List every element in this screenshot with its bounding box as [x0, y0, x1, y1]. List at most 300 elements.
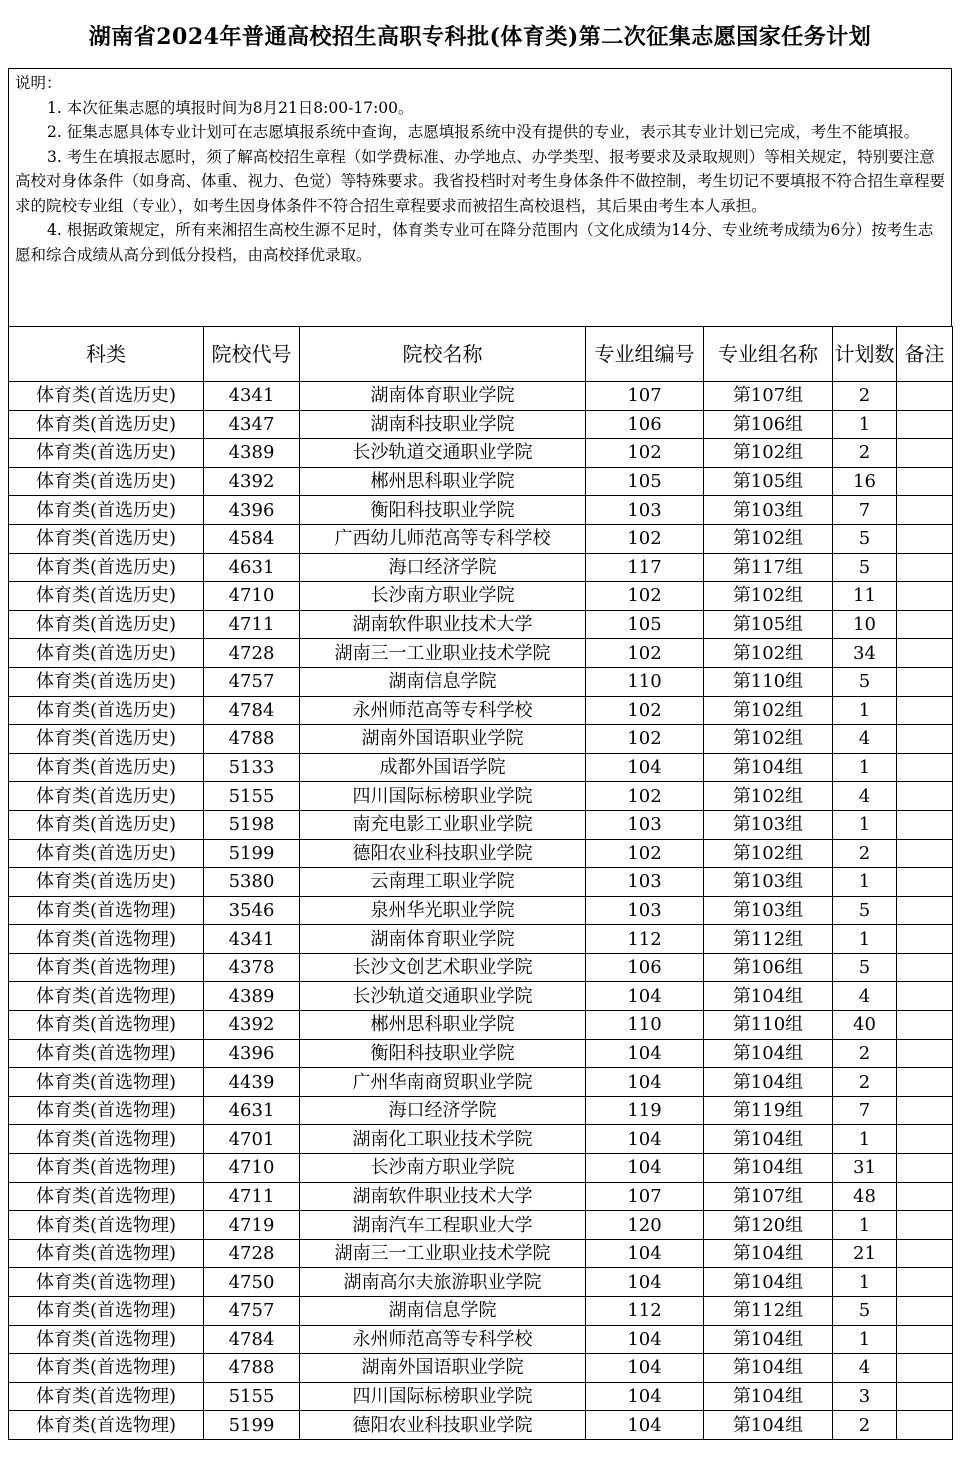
school-name-cell: 德阳农业科技职业学院	[300, 1411, 586, 1440]
group-code-cell: 107	[586, 382, 704, 411]
school-code-cell: 5198	[204, 810, 300, 839]
table-row	[9, 953, 953, 982]
school-code-cell: 4784	[204, 1325, 300, 1354]
group-code-cell: 104	[586, 1039, 704, 1068]
school-name-cell: 海口经济学院	[300, 553, 586, 582]
group-code-cell: 102	[586, 439, 704, 468]
group-name-cell: 第104组	[704, 1125, 833, 1154]
group-code-cell: 110	[586, 667, 704, 696]
header-cell: 专业组名称	[704, 327, 833, 382]
school-name-cell: 湖南外国语职业学院	[300, 725, 586, 754]
group-code-cell: 104	[586, 753, 704, 782]
group-code-cell: 110	[586, 1011, 704, 1040]
category-cell: 体育类(首选历史)	[9, 524, 204, 553]
group-name-cell: 第104组	[704, 1154, 833, 1183]
note-item: 1. 本次征集志愿的填报时间为8月21日8:00-17:00。	[47, 98, 414, 117]
group-code-cell: 102	[586, 839, 704, 868]
plan-count-cell: 1	[833, 696, 897, 725]
table-row	[9, 1068, 953, 1097]
school-code-cell: 4728	[204, 1239, 300, 1268]
group-name-cell: 第102组	[704, 582, 833, 611]
category-cell: 体育类(首选历史)	[9, 839, 204, 868]
group-code-cell: 104	[586, 1325, 704, 1354]
school-name-cell: 湖南科技职业学院	[300, 410, 586, 439]
table-row	[9, 1239, 953, 1268]
plan-count-cell: 3	[833, 1382, 897, 1411]
category-cell: 体育类(首选历史)	[9, 782, 204, 811]
category-cell: 体育类(首选物理)	[9, 1039, 204, 1068]
remark-cell	[897, 1096, 953, 1125]
table-row	[9, 667, 953, 696]
plan-count-cell: 7	[833, 496, 897, 525]
school-code-cell: 4757	[204, 667, 300, 696]
table-row	[9, 582, 953, 611]
school-code-cell: 4784	[204, 696, 300, 725]
remark-cell	[897, 1011, 953, 1040]
group-name-cell: 第105组	[704, 610, 833, 639]
group-code-cell: 106	[586, 953, 704, 982]
plan-count-cell: 11	[833, 582, 897, 611]
school-name-cell: 广州华南商贸职业学院	[300, 1068, 586, 1097]
category-cell: 体育类(首选历史)	[9, 725, 204, 754]
category-cell: 体育类(首选历史)	[9, 868, 204, 897]
school-name-cell: 湖南三一工业职业技术学院	[300, 639, 586, 668]
plan-count-cell: 4	[833, 782, 897, 811]
school-name-cell: 广西幼儿师范高等专科学校	[300, 524, 586, 553]
group-name-cell: 第102组	[704, 725, 833, 754]
table-body	[9, 382, 953, 1440]
school-code-cell: 4788	[204, 1354, 300, 1383]
group-name-cell: 第104组	[704, 753, 833, 782]
table-row	[9, 982, 953, 1011]
remark-cell	[897, 896, 953, 925]
remark-cell	[897, 753, 953, 782]
group-code-cell: 104	[586, 1239, 704, 1268]
category-cell: 体育类(首选物理)	[9, 1354, 204, 1383]
remark-cell	[897, 1325, 953, 1354]
category-cell: 体育类(首选历史)	[9, 496, 204, 525]
group-name-cell: 第105组	[704, 467, 833, 496]
category-cell: 体育类(首选物理)	[9, 1325, 204, 1354]
group-code-cell: 107	[586, 1182, 704, 1211]
header-cell: 备注	[897, 327, 953, 382]
group-name-cell: 第102组	[704, 439, 833, 468]
remark-cell	[897, 1125, 953, 1154]
notes-section	[8, 68, 952, 326]
table-row	[9, 553, 953, 582]
page-title: 湖南省2024年普通高校招生高职专科批(体育类)第二次征集志愿国家任务计划	[88, 24, 872, 50]
group-code-cell: 102	[586, 582, 704, 611]
group-code-cell: 104	[586, 1411, 704, 1440]
school-name-cell: 湖南高尔夫旅游职业学院	[300, 1268, 586, 1297]
group-name-cell: 第102组	[704, 639, 833, 668]
category-cell: 体育类(首选历史)	[9, 467, 204, 496]
remark-cell	[897, 610, 953, 639]
plan-count-cell: 1	[833, 410, 897, 439]
plan-count-cell: 1	[833, 810, 897, 839]
school-name-cell: 四川国际标榜职业学院	[300, 1382, 586, 1411]
school-code-cell: 4631	[204, 1096, 300, 1125]
header-cell: 院校名称	[300, 327, 586, 382]
table-row	[9, 1039, 953, 1068]
group-code-cell: 103	[586, 896, 704, 925]
category-cell: 体育类(首选物理)	[9, 1068, 204, 1097]
remark-cell	[897, 810, 953, 839]
group-code-cell: 103	[586, 496, 704, 525]
plan-table	[8, 326, 953, 1440]
plan-count-cell: 1	[833, 925, 897, 954]
group-name-cell: 第103组	[704, 810, 833, 839]
remark-cell	[897, 639, 953, 668]
group-code-cell: 102	[586, 524, 704, 553]
school-code-cell: 4347	[204, 410, 300, 439]
plan-count-cell: 4	[833, 982, 897, 1011]
plan-count-cell: 2	[833, 439, 897, 468]
school-name-cell: 南充电影工业职业学院	[300, 810, 586, 839]
school-code-cell: 5155	[204, 1382, 300, 1411]
school-code-cell: 3546	[204, 896, 300, 925]
table-row	[9, 639, 953, 668]
remark-cell	[897, 725, 953, 754]
school-code-cell: 4750	[204, 1268, 300, 1297]
remark-cell	[897, 410, 953, 439]
plan-count-cell: 21	[833, 1239, 897, 1268]
school-name-cell: 云南理工职业学院	[300, 868, 586, 897]
group-code-cell: 104	[586, 1125, 704, 1154]
group-code-cell: 103	[586, 810, 704, 839]
school-code-cell: 4341	[204, 382, 300, 411]
group-name-cell: 第119组	[704, 1096, 833, 1125]
table-row	[9, 1154, 953, 1183]
category-cell: 体育类(首选物理)	[9, 1297, 204, 1326]
group-name-cell: 第110组	[704, 1011, 833, 1040]
school-name-cell: 湖南体育职业学院	[300, 925, 586, 954]
school-code-cell: 4728	[204, 639, 300, 668]
category-cell: 体育类(首选物理)	[9, 925, 204, 954]
table-header-row	[9, 327, 953, 382]
school-name-cell: 湖南体育职业学院	[300, 382, 586, 411]
school-name-cell: 永州师范高等专科学校	[300, 696, 586, 725]
group-name-cell: 第104组	[704, 982, 833, 1011]
remark-cell	[897, 1297, 953, 1326]
group-code-cell: 105	[586, 610, 704, 639]
school-code-cell: 5199	[204, 839, 300, 868]
school-name-cell: 长沙南方职业学院	[300, 582, 586, 611]
group-name-cell: 第102组	[704, 696, 833, 725]
remark-cell	[897, 925, 953, 954]
remark-cell	[897, 1239, 953, 1268]
plan-count-cell: 4	[833, 725, 897, 754]
remark-cell	[897, 868, 953, 897]
table-row	[9, 925, 953, 954]
school-code-cell: 5199	[204, 1411, 300, 1440]
school-name-cell: 海口经济学院	[300, 1096, 586, 1125]
group-code-cell: 117	[586, 553, 704, 582]
notes-label: 说明：	[15, 74, 62, 92]
table-row	[9, 1325, 953, 1354]
school-name-cell: 永州师范高等专科学校	[300, 1325, 586, 1354]
category-cell: 体育类(首选物理)	[9, 953, 204, 982]
school-code-cell: 4396	[204, 1039, 300, 1068]
school-code-cell: 4701	[204, 1125, 300, 1154]
table-row	[9, 1182, 953, 1211]
plan-count-cell: 5	[833, 553, 897, 582]
remark-cell	[897, 1154, 953, 1183]
category-cell: 体育类(首选历史)	[9, 639, 204, 668]
group-name-cell: 第110组	[704, 667, 833, 696]
plan-count-cell: 16	[833, 467, 897, 496]
school-code-cell: 5380	[204, 868, 300, 897]
category-cell: 体育类(首选历史)	[9, 382, 204, 411]
school-code-cell: 4341	[204, 925, 300, 954]
table-row	[9, 1211, 953, 1240]
group-name-cell: 第104组	[704, 1354, 833, 1383]
category-cell: 体育类(首选物理)	[9, 1182, 204, 1211]
remark-cell	[897, 439, 953, 468]
category-cell: 体育类(首选物理)	[9, 1382, 204, 1411]
school-code-cell: 4378	[204, 953, 300, 982]
group-code-cell: 104	[586, 1354, 704, 1383]
header-cell: 院校代号	[204, 327, 300, 382]
table-row	[9, 1297, 953, 1326]
group-name-cell: 第102组	[704, 839, 833, 868]
group-code-cell: 104	[586, 982, 704, 1011]
plan-count-cell: 48	[833, 1182, 897, 1211]
group-name-cell: 第104组	[704, 1268, 833, 1297]
school-name-cell: 湖南外国语职业学院	[300, 1354, 586, 1383]
category-cell: 体育类(首选物理)	[9, 1154, 204, 1183]
group-code-cell: 102	[586, 782, 704, 811]
table-row	[9, 896, 953, 925]
plan-count-cell: 2	[833, 839, 897, 868]
school-code-cell: 4711	[204, 610, 300, 639]
note-item: 4. 根据政策规定，所有来湘招生高校生源不足时，体育类专业可在降分范围内（文化成绩为14分、专业统考成绩为6分）按考生志愿和综合成绩从高分到低分投档，由高校择优录取。	[15, 221, 934, 264]
school-name-cell: 衡阳科技职业学院	[300, 496, 586, 525]
table-row	[9, 1268, 953, 1297]
category-cell: 体育类(首选历史)	[9, 753, 204, 782]
header-cell: 专业组编号	[586, 327, 704, 382]
group-code-cell: 103	[586, 868, 704, 897]
plan-count-cell: 2	[833, 382, 897, 411]
remark-cell	[897, 496, 953, 525]
category-cell: 体育类(首选物理)	[9, 1211, 204, 1240]
plan-count-cell: 5	[833, 524, 897, 553]
category-cell: 体育类(首选物理)	[9, 982, 204, 1011]
plan-count-cell: 1	[833, 1325, 897, 1354]
category-cell: 体育类(首选物理)	[9, 896, 204, 925]
table-row	[9, 839, 953, 868]
table-row	[9, 410, 953, 439]
school-name-cell: 湖南软件职业技术大学	[300, 1182, 586, 1211]
group-name-cell: 第106组	[704, 953, 833, 982]
school-code-cell: 4389	[204, 439, 300, 468]
category-cell: 体育类(首选物理)	[9, 1411, 204, 1440]
school-code-cell: 4719	[204, 1211, 300, 1240]
group-name-cell: 第106组	[704, 410, 833, 439]
school-code-cell: 4788	[204, 725, 300, 754]
plan-count-cell: 34	[833, 639, 897, 668]
group-code-cell: 112	[586, 1297, 704, 1326]
group-name-cell: 第104组	[704, 1382, 833, 1411]
remark-cell	[897, 1211, 953, 1240]
table-row	[9, 1011, 953, 1040]
table-row	[9, 810, 953, 839]
school-code-cell: 4392	[204, 1011, 300, 1040]
table-row	[9, 753, 953, 782]
group-code-cell: 120	[586, 1211, 704, 1240]
school-name-cell: 长沙轨道交通职业学院	[300, 982, 586, 1011]
remark-cell	[897, 982, 953, 1011]
school-name-cell: 湖南信息学院	[300, 667, 586, 696]
group-name-cell: 第104组	[704, 1039, 833, 1068]
school-code-cell: 4710	[204, 1154, 300, 1183]
group-code-cell: 119	[586, 1096, 704, 1125]
remark-cell	[897, 524, 953, 553]
school-name-cell: 湖南化工职业技术学院	[300, 1125, 586, 1154]
group-name-cell: 第117组	[704, 553, 833, 582]
group-name-cell: 第120组	[704, 1211, 833, 1240]
school-code-cell: 4392	[204, 467, 300, 496]
school-code-cell: 4710	[204, 582, 300, 611]
school-name-cell: 德阳农业科技职业学院	[300, 839, 586, 868]
plan-count-cell: 5	[833, 1297, 897, 1326]
table-row	[9, 782, 953, 811]
school-code-cell: 5155	[204, 782, 300, 811]
category-cell: 体育类(首选物理)	[9, 1011, 204, 1040]
group-name-cell: 第104组	[704, 1325, 833, 1354]
plan-count-cell: 2	[833, 1039, 897, 1068]
plan-count-cell: 1	[833, 1211, 897, 1240]
school-code-cell: 4711	[204, 1182, 300, 1211]
group-code-cell: 104	[586, 1154, 704, 1183]
school-code-cell: 4757	[204, 1297, 300, 1326]
school-name-cell: 湖南信息学院	[300, 1297, 586, 1326]
school-name-cell: 长沙南方职业学院	[300, 1154, 586, 1183]
category-cell: 体育类(首选历史)	[9, 610, 204, 639]
school-name-cell: 四川国际标榜职业学院	[300, 782, 586, 811]
category-cell: 体育类(首选历史)	[9, 553, 204, 582]
remark-cell	[897, 1039, 953, 1068]
school-name-cell: 成都外国语学院	[300, 753, 586, 782]
plan-count-cell: 2	[833, 1068, 897, 1097]
table-row	[9, 382, 953, 411]
category-cell: 体育类(首选物理)	[9, 1239, 204, 1268]
group-name-cell: 第104组	[704, 1068, 833, 1097]
plan-count-cell: 5	[833, 896, 897, 925]
group-name-cell: 第102组	[704, 782, 833, 811]
header-cell: 计划数	[833, 327, 897, 382]
group-name-cell: 第103组	[704, 868, 833, 897]
remark-cell	[897, 1068, 953, 1097]
category-cell: 体育类(首选历史)	[9, 410, 204, 439]
school-name-cell: 湖南汽车工程职业大学	[300, 1211, 586, 1240]
header-cell: 科类	[9, 327, 204, 382]
table-row	[9, 1096, 953, 1125]
table-row	[9, 725, 953, 754]
school-code-cell: 4396	[204, 496, 300, 525]
remark-cell	[897, 467, 953, 496]
note-item: 3. 考生在填报志愿时，须了解高校招生章程（如学费标准、办学地点、办学类型、报考要求及录取规则）等相关规定，特别要注意高校对身体条件（如身高、体重、视力、色觉）等特殊要求。我省投档时对考生身体条件不做控制，考生切记不要填报不符合招生章程要求的院校专业组（专业），如考生因身体条件不符合招生章程要求而被招生高校退档，其后果由考生本人承担。	[15, 147, 946, 215]
group-name-cell: 第112组	[704, 1297, 833, 1326]
table-row	[9, 496, 953, 525]
plan-count-cell: 7	[833, 1096, 897, 1125]
category-cell: 体育类(首选物理)	[9, 1268, 204, 1297]
school-name-cell: 郴州思科职业学院	[300, 1011, 586, 1040]
remark-cell	[897, 1182, 953, 1211]
group-name-cell: 第112组	[704, 925, 833, 954]
plan-count-cell: 1	[833, 1268, 897, 1297]
plan-count-cell: 40	[833, 1011, 897, 1040]
group-name-cell: 第103组	[704, 896, 833, 925]
group-code-cell: 104	[586, 1268, 704, 1297]
table-row	[9, 696, 953, 725]
remark-cell	[897, 696, 953, 725]
group-code-cell: 104	[586, 1382, 704, 1411]
group-code-cell: 112	[586, 925, 704, 954]
plan-count-cell: 2	[833, 1411, 897, 1440]
group-name-cell: 第107组	[704, 382, 833, 411]
school-name-cell: 长沙文创艺术职业学院	[300, 953, 586, 982]
group-name-cell: 第104组	[704, 1239, 833, 1268]
remark-cell	[897, 1268, 953, 1297]
plan-count-cell: 4	[833, 1354, 897, 1383]
school-code-cell: 5133	[204, 753, 300, 782]
remark-cell	[897, 382, 953, 411]
category-cell: 体育类(首选物理)	[9, 1125, 204, 1154]
table-row	[9, 868, 953, 897]
table-row	[9, 1125, 953, 1154]
plan-count-cell: 5	[833, 667, 897, 696]
remark-cell	[897, 1354, 953, 1383]
group-name-cell: 第102组	[704, 524, 833, 553]
remark-cell	[897, 553, 953, 582]
remark-cell	[897, 667, 953, 696]
group-code-cell: 105	[586, 467, 704, 496]
group-code-cell: 104	[586, 1068, 704, 1097]
table-row	[9, 467, 953, 496]
table-row	[9, 1382, 953, 1411]
group-name-cell: 第103组	[704, 496, 833, 525]
plan-count-cell: 5	[833, 953, 897, 982]
school-code-cell: 4584	[204, 524, 300, 553]
school-name-cell: 长沙轨道交通职业学院	[300, 439, 586, 468]
school-name-cell: 衡阳科技职业学院	[300, 1039, 586, 1068]
document-page	[8, 14, 952, 1440]
category-cell: 体育类(首选历史)	[9, 810, 204, 839]
remark-cell	[897, 782, 953, 811]
category-cell: 体育类(首选历史)	[9, 439, 204, 468]
plan-count-cell: 31	[833, 1154, 897, 1183]
remark-cell	[897, 1411, 953, 1440]
school-code-cell: 4439	[204, 1068, 300, 1097]
table-row	[9, 524, 953, 553]
group-name-cell: 第107组	[704, 1182, 833, 1211]
plan-count-cell: 1	[833, 753, 897, 782]
category-cell: 体育类(首选历史)	[9, 582, 204, 611]
school-name-cell: 泉州华光职业学院	[300, 896, 586, 925]
group-name-cell: 第104组	[704, 1411, 833, 1440]
category-cell: 体育类(首选历史)	[9, 667, 204, 696]
category-cell: 体育类(首选历史)	[9, 696, 204, 725]
school-code-cell: 4389	[204, 982, 300, 1011]
group-code-cell: 102	[586, 725, 704, 754]
table-row	[9, 610, 953, 639]
plan-count-cell: 10	[833, 610, 897, 639]
group-code-cell: 102	[586, 639, 704, 668]
table-row	[9, 1411, 953, 1440]
remark-cell	[897, 953, 953, 982]
remark-cell	[897, 839, 953, 868]
